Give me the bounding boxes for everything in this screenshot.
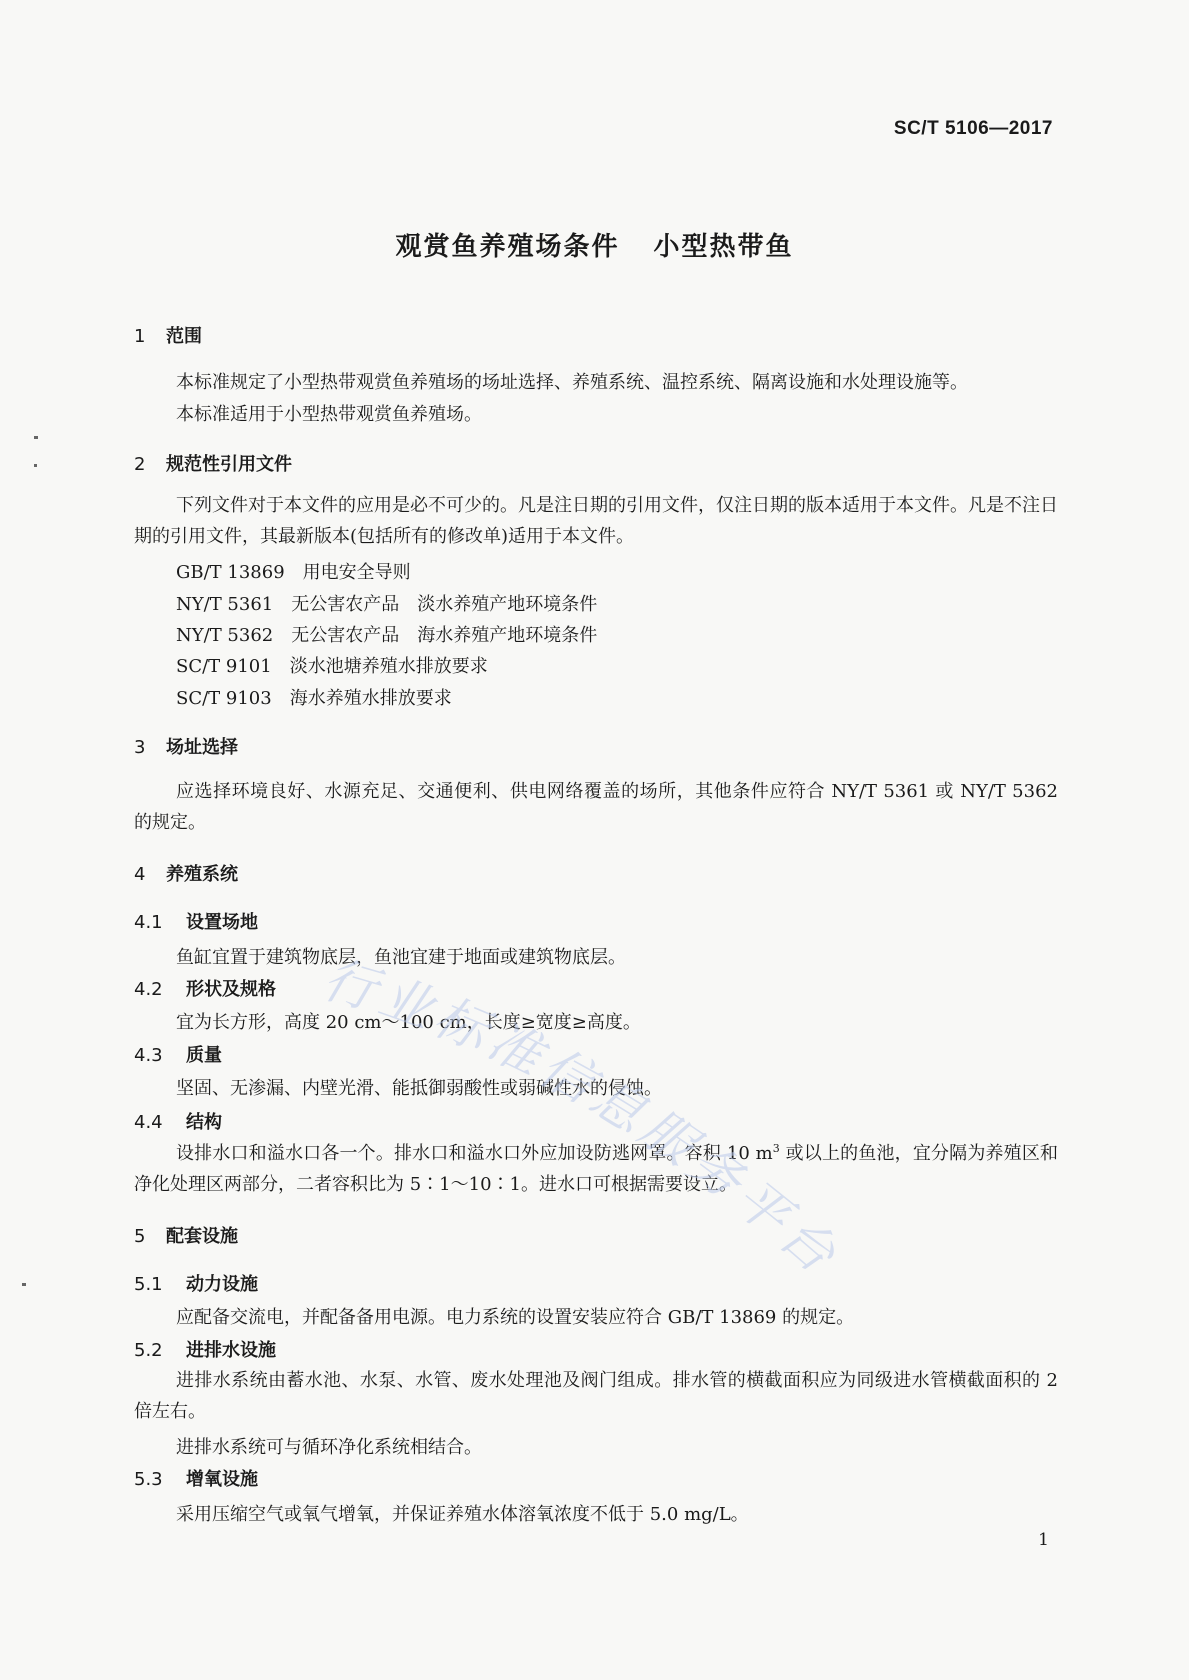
section-5-heading: 5 配套设施 xyxy=(134,1226,238,1247)
subsection-4-2-text: 宜为长方形，高度 20 cm～100 cm，长度≥宽度≥高度。 xyxy=(176,1012,641,1033)
subsection-4-1-heading: 4.1 设置场地 xyxy=(134,912,258,933)
subsection-4-3-heading: 4.3 质量 xyxy=(134,1045,222,1066)
subsection-4-2-heading: 4.2 形状及规格 xyxy=(134,979,276,1000)
section-4-heading: 4 养殖系统 xyxy=(134,864,238,885)
subsection-5-3-text: 采用压缩空气或氧气增氧，并保证养殖水体溶氧浓度不低于 5.0 mg/L。 xyxy=(176,1504,749,1525)
subsection-4-1-text: 鱼缸宜置于建筑物底层，鱼池宜建于地面或建筑物底层。 xyxy=(176,947,626,968)
reference-item: SC/T 9103 海水养殖水排放要求 xyxy=(176,688,452,709)
subsection-5-3-heading: 5.3 增氧设施 xyxy=(134,1469,258,1490)
subsection-4-4-heading: 4.4 结构 xyxy=(134,1112,222,1133)
scan-mark xyxy=(34,464,37,467)
subsection-5-2-paragraph-1: 进排水系统由蓄水池、水泵、水管、废水处理池及阀门组成。排水管的横截面积应为同级进水管横截面积的 2 倍左右。 xyxy=(134,1370,1058,1422)
watermark-text: 行业标准信息服务平台 xyxy=(316,955,851,1289)
section-1-paragraph-2: 本标准适用于小型热带观赏鱼养殖场。 xyxy=(176,404,482,425)
subsection-4-3-text: 坚固、无渗漏、内壁光滑、能抵御弱酸性或弱碱性水的侵蚀。 xyxy=(176,1078,662,1099)
subsection-5-1-text: 应配备交流电，并配备备用电源。电力系统的设置安装应符合 GB/T 13869 的规定。 xyxy=(176,1307,855,1328)
subsection-5-2-heading: 5.2 进排水设施 xyxy=(134,1340,276,1361)
title-part-1: 观赏鱼养殖场条件 xyxy=(395,232,620,262)
reference-item: NY/T 5362 无公害农产品 海水养殖产地环境条件 xyxy=(176,625,598,646)
document-title xyxy=(0,226,1189,263)
reference-item: NY/T 5361 无公害农产品 淡水养殖产地环境条件 xyxy=(176,594,598,615)
scan-mark xyxy=(22,1283,26,1286)
section-2-heading: 2 规范性引用文件 xyxy=(134,454,292,475)
subsection-4-4-text: 设排水口和溢水口各一个。排水口和溢水口外应加设防逃网罩。容积 10 $m^3$ 或以上的鱼池，宜分隔为养殖区和净化处理区两部分，二者容积比为 5∶1～10∶1。进水口可根据需要设立。 xyxy=(134,1142,1058,1195)
section-1-heading: 1 范围 xyxy=(134,326,202,347)
subsection-5-1-heading: 5.1 动力设施 xyxy=(134,1274,258,1295)
section-1-paragraph-1: 本标准规定了小型热带观赏鱼养殖场的场址选择、养殖系统、温控系统、隔离设施和水处理设施等。 xyxy=(176,372,968,393)
section-2-paragraph: 下列文件对于本文件的应用是必不可少的。凡是注日期的引用文件，仅注日期的版本适用于本文件。凡是不注日期的引用文件，其最新版本(包括所有的修改单)适用于本文件。 xyxy=(134,495,1058,547)
section-3-heading: 3 场址选择 xyxy=(134,737,238,758)
page-number: 1 xyxy=(1038,1530,1049,1550)
standard-code: SC/T 5106—2017 xyxy=(893,118,1053,139)
section-3-paragraph: 应选择环境良好、水源充足、交通便利、供电网络覆盖的场所，其他条件应符合 NY/T 5361 或 NY/T 5362 的规定。 xyxy=(134,781,1058,833)
subsection-5-2-paragraph-2: 进排水系统可与循环净化系统相结合。 xyxy=(176,1437,482,1458)
title-part-2: 小型热带鱼 xyxy=(653,232,794,262)
reference-item: SC/T 9101 淡水池塘养殖水排放要求 xyxy=(176,656,488,677)
scan-mark xyxy=(34,436,38,439)
reference-item: GB/T 13869 用电安全导则 xyxy=(176,562,411,583)
